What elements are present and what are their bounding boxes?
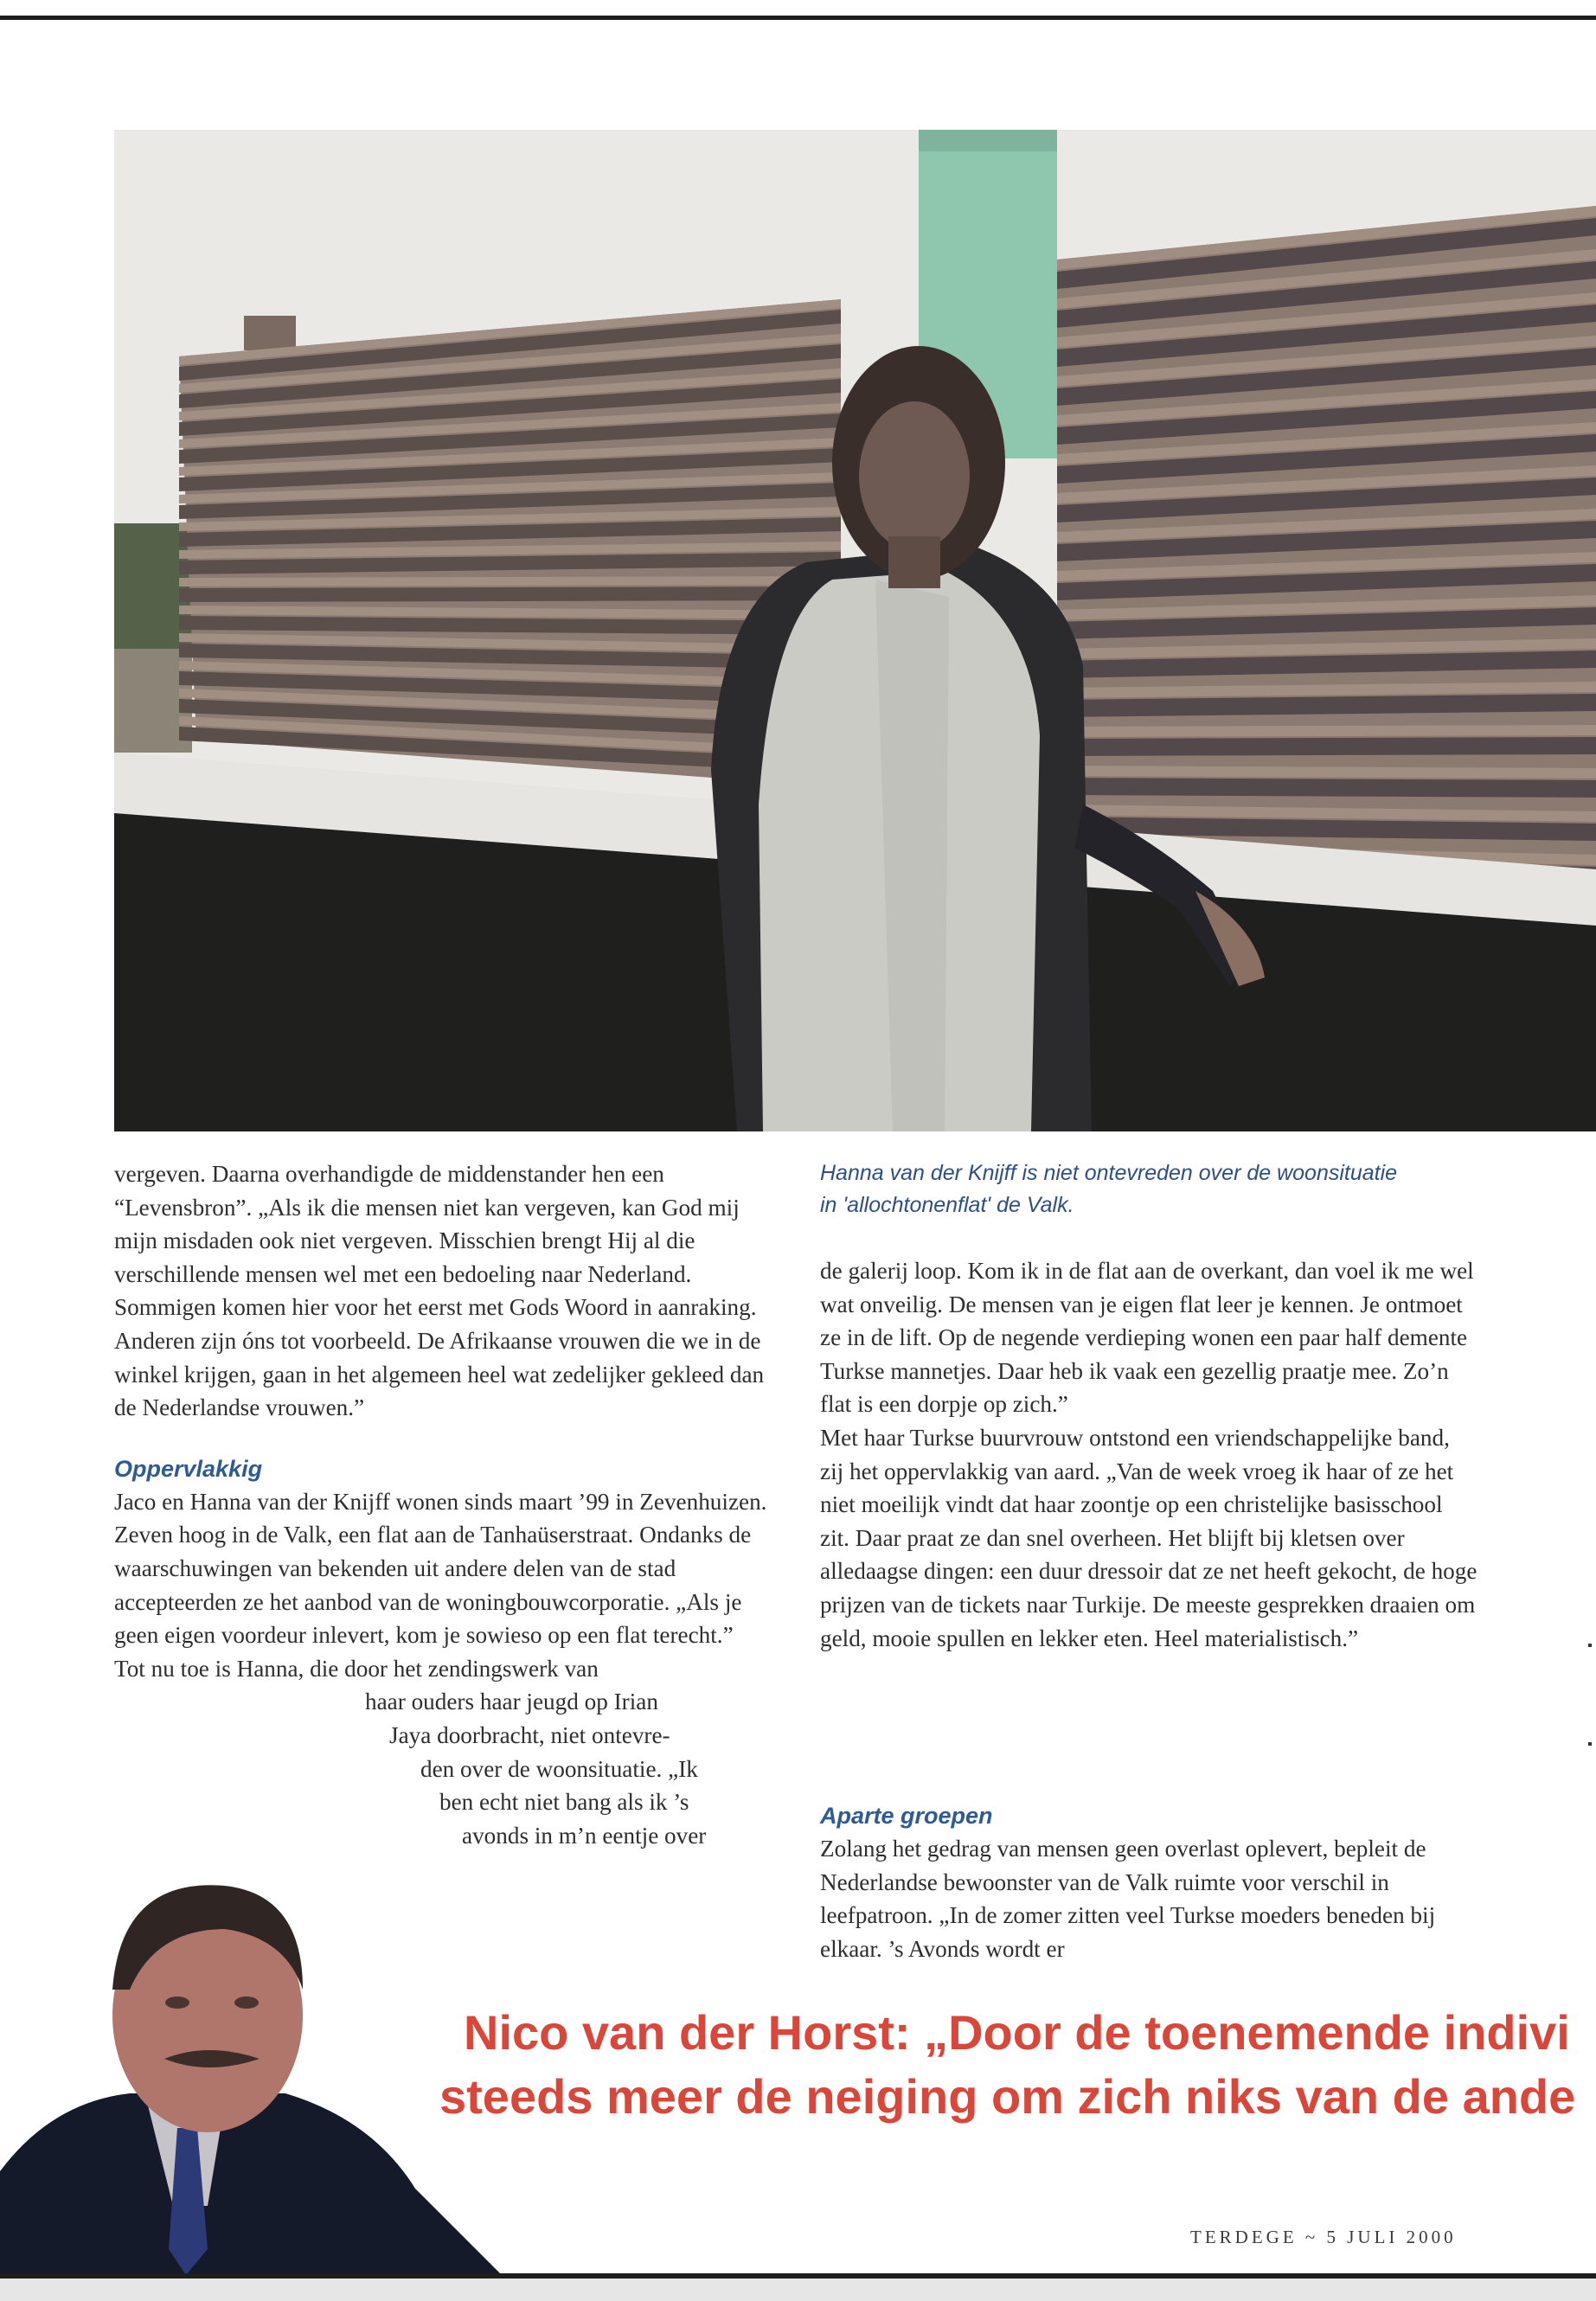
flat-photo-illustration [114, 130, 1596, 1131]
paragraph-hanna-wrapped [114, 1652, 780, 1853]
wrap-line-2: haar ouders haar jeugd op Irian [365, 1689, 658, 1715]
article-photo [114, 130, 1596, 1131]
caption-line-2: in 'allochtonenflat' de Valk. [820, 1193, 1074, 1217]
photo-caption [820, 1157, 1503, 1221]
subheading-oppervlakkig: Oppervlakkig [114, 1455, 263, 1482]
wrap-line-3: Jaya doorbracht, niet ontevre- [389, 1721, 670, 1748]
article-column-right [820, 1254, 1477, 1655]
subheading-aparte-groepen: Aparte groepen [820, 1803, 993, 1829]
paragraph-knijff-flat: Jaco en Hanna van der Knijff wonen sinds maart ’99 in Zevenhuizen. Zeven hoog in de Valk, een flat aan de Tanhaüserstraat. Ondanks de waarschuwingen van bekenden uit andere delen van de stad accepteerden ze het aanbod van de woningbouwcorporatie. „Als je geen eigen voordeur inlevert, kom je sowieso op een flat terecht.” [114, 1488, 767, 1649]
paragraph-intro: vergeven. Daarna overhandigde de middenstander hen een “Levensbron”. „Als ik die mensen niet kan vergeven, kan God mij mijn misdaden ook niet vergeven. Misschien brengt Hij al die verschillende mensen wel met een bedoeling naar Nederland. Sommigen komen hier voor het eerst met Gods Woord in aanraking. Anderen zijn óns tot voorbeeld. De Afrikaanse vrouwen die we in de winkel krijgen, gaan in het algemeen heel wat zedelijker gekleed dan de Nederlandse vrouwen.” [114, 1161, 765, 1421]
bottom-tint [0, 2279, 1596, 2301]
paragraph-buurvrouw: Met haar Turkse buurvrouw ontstond een vriendschappelijke band, zij het oppervlakkig van aard. „Van de week vroeg ik haar of ze het niet moeilijk vindt dat haar zoontje op een christelijke basisschool zit. Daar praat ze dan snel overheen. Het blijft bij kletsen over alledaagse dingen: een duur dressoir dat ze net heeft gekocht, de hoge prijzen van de tickets naar Turkije. De meeste gesprekken draaien om geld, mooie spullen en lekker eten. Heel materialistisch.” [820, 1424, 1477, 1651]
paragraph-galerij: de galerij loop. Kom ik in de flat aan de overkant, dan voel ik me wel wat onveilig. De mensen van je eigen flat leer je kennen. Je ontmoet ze in de lift. Op de negende verdieping wonen een paar half demente Turkse mannetjes. Daar heb ik vaak een gezellig praatje mee. Zo’n flat is een dorpje op zich.” [820, 1258, 1474, 1418]
portrait-nico-van-der-horst [0, 1843, 502, 2275]
caption-line-1: Hanna van der Knijff is niet ontevreden over de woonsituatie [820, 1161, 1398, 1185]
paragraph-leefpatroon: Zolang het gedrag van mensen geen overlast oplevert, bepleit de Nederlandse bewoonster van de Valk ruimte voor verschil in leefpatroon. „In de zomer zitten veel Turkse moeders beneden bij elkaar. ’s Avonds wordt er [820, 1836, 1436, 1962]
page-footer: TERDEGE ~ 5 JULI 2000 [1190, 2227, 1457, 2247]
margin-dot [1588, 1644, 1592, 1647]
margin-dot [1588, 1742, 1592, 1746]
wrap-line-1: Tot nu toe is Hanna, die door het zendingswerk van [114, 1655, 599, 1682]
wrap-line-6: avonds in m’n eentje over [462, 1822, 707, 1849]
wrap-line-4: den over de woonsituatie. „Ik [420, 1755, 698, 1782]
pullquote-line-1: Nico van der Horst: „Door de toenemende indivi [464, 2005, 1570, 2060]
pullquote-line-2: steeds meer de neiging om zich niks van de ande [439, 2069, 1576, 2124]
article-column-right-lower [820, 1799, 1477, 1965]
wrap-line-5: ben echt niet bang als ik ’s [439, 1789, 689, 1816]
article-column-left [114, 1157, 780, 1852]
portrait-illustration [0, 1843, 502, 2275]
top-rule [0, 16, 1596, 20]
